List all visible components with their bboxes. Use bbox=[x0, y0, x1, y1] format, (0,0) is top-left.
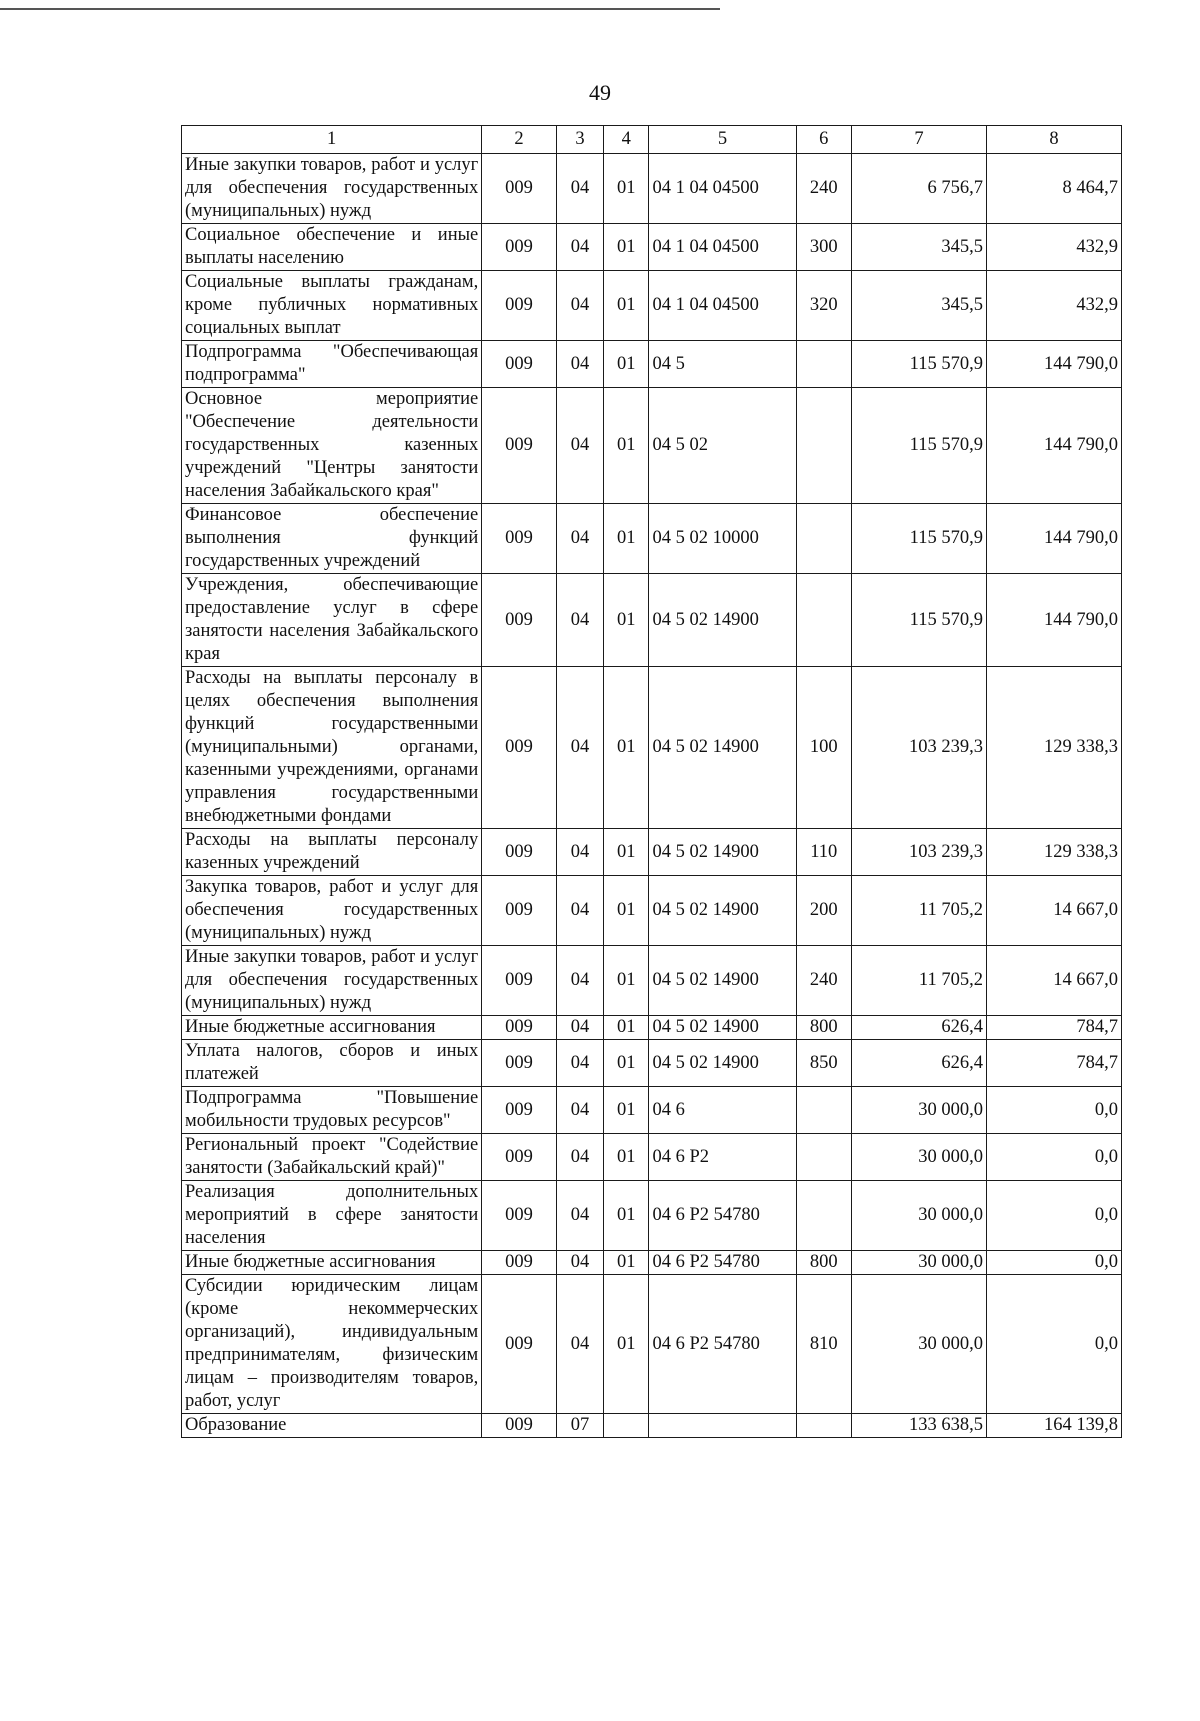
expense-type-cell: 200 bbox=[796, 876, 851, 946]
section-code-cell: 04 bbox=[556, 1251, 603, 1275]
amount-year2-cell: 144 790,0 bbox=[986, 388, 1121, 504]
amount-year2-cell: 432,9 bbox=[986, 224, 1121, 271]
subsection-code-cell: 01 bbox=[604, 271, 649, 341]
amount-year2-cell: 0,0 bbox=[986, 1275, 1121, 1414]
expense-name-cell: Иные бюджетные ассигнования bbox=[182, 1016, 482, 1040]
amount-year1-cell: 30 000,0 bbox=[851, 1251, 986, 1275]
ministry-code-cell: 009 bbox=[482, 1275, 557, 1414]
subsection-code-cell: 01 bbox=[604, 1134, 649, 1181]
header-cell: 8 bbox=[986, 126, 1121, 154]
header-cell: 4 bbox=[604, 126, 649, 154]
section-code-cell: 04 bbox=[556, 1181, 603, 1251]
expense-name-cell: Учреждения, обеспечивающие предоставление услуг в сфере занятости населения Забайкальского края bbox=[182, 574, 482, 667]
expense-name-cell: Образование bbox=[182, 1414, 482, 1438]
subsection-code-cell: 01 bbox=[604, 876, 649, 946]
expense-type-cell: 240 bbox=[796, 154, 851, 224]
target-article-cell: 04 6 P2 54780 bbox=[649, 1251, 796, 1275]
section-code-cell: 04 bbox=[556, 388, 603, 504]
expense-name-cell: Расходы на выплаты персоналу в целях обеспечения выполнения функций государственными (муниципальными) органами, казенными учреждениями, органами управления государственными внебюджетными фондами bbox=[182, 667, 482, 829]
table-row bbox=[182, 271, 1122, 341]
amount-year1-cell: 30 000,0 bbox=[851, 1275, 986, 1414]
amount-year2-cell: 144 790,0 bbox=[986, 341, 1121, 388]
section-code-cell: 04 bbox=[556, 1275, 603, 1414]
amount-year1-cell: 6 756,7 bbox=[851, 154, 986, 224]
amount-year1-cell: 626,4 bbox=[851, 1040, 986, 1087]
expense-type-cell bbox=[796, 1087, 851, 1134]
table-row bbox=[182, 154, 1122, 224]
ministry-code-cell: 009 bbox=[482, 1414, 557, 1438]
table-row bbox=[182, 1181, 1122, 1251]
section-code-cell: 04 bbox=[556, 504, 603, 574]
subsection-code-cell: 01 bbox=[604, 1251, 649, 1275]
amount-year1-cell: 30 000,0 bbox=[851, 1181, 986, 1251]
expense-name-cell: Иные закупки товаров, работ и услуг для обеспечения государственных (муниципальных) нужд bbox=[182, 946, 482, 1016]
expense-name-cell: Социальное обеспечение и иные выплаты населению bbox=[182, 224, 482, 271]
amount-year1-cell: 11 705,2 bbox=[851, 946, 986, 1016]
amount-year2-cell: 164 139,8 bbox=[986, 1414, 1121, 1438]
amount-year2-cell: 0,0 bbox=[986, 1134, 1121, 1181]
expense-type-cell: 850 bbox=[796, 1040, 851, 1087]
page-number: 49 bbox=[589, 80, 611, 105]
expense-name-cell: Финансовое обеспечение выполнения функций государственных учреждений bbox=[182, 504, 482, 574]
subsection-code-cell: 01 bbox=[604, 1016, 649, 1040]
ministry-code-cell: 009 bbox=[482, 388, 557, 504]
table-row bbox=[182, 946, 1122, 1016]
ministry-code-cell: 009 bbox=[482, 667, 557, 829]
expense-name-cell: Иные бюджетные ассигнования bbox=[182, 1251, 482, 1275]
expense-name-cell: Субсидии юридическим лицам (кроме некоммерческих организаций), индивидуальным предпринимателям, физическим лицам – производителям товаров, работ, услуг bbox=[182, 1275, 482, 1414]
amount-year2-cell: 14 667,0 bbox=[986, 946, 1121, 1016]
subsection-code-cell: 01 bbox=[604, 1275, 649, 1414]
amount-year1-cell: 103 239,3 bbox=[851, 667, 986, 829]
target-article-cell bbox=[649, 1414, 796, 1438]
expense-name-cell: Подпрограмма "Повышение мобильности трудовых ресурсов" bbox=[182, 1087, 482, 1134]
section-code-cell: 04 bbox=[556, 224, 603, 271]
ministry-code-cell: 009 bbox=[482, 341, 557, 388]
subsection-code-cell: 01 bbox=[604, 504, 649, 574]
budget-table bbox=[181, 125, 1122, 1438]
section-code-cell: 04 bbox=[556, 341, 603, 388]
section-code-cell: 04 bbox=[556, 154, 603, 224]
section-code-cell: 04 bbox=[556, 1134, 603, 1181]
expense-name-cell: Социальные выплаты гражданам, кроме публичных нормативных социальных выплат bbox=[182, 271, 482, 341]
amount-year1-cell: 11 705,2 bbox=[851, 876, 986, 946]
ministry-code-cell: 009 bbox=[482, 1087, 557, 1134]
subsection-code-cell: 01 bbox=[604, 1181, 649, 1251]
target-article-cell: 04 6 P2 54780 bbox=[649, 1275, 796, 1414]
table-row bbox=[182, 574, 1122, 667]
expense-type-cell: 100 bbox=[796, 667, 851, 829]
expense-name-cell: Подпрограмма "Обеспечивающая подпрограмма" bbox=[182, 341, 482, 388]
expense-name-cell: Уплата налогов, сборов и иных платежей bbox=[182, 1040, 482, 1087]
expense-type-cell: 810 bbox=[796, 1275, 851, 1414]
target-article-cell: 04 6 bbox=[649, 1087, 796, 1134]
target-article-cell: 04 5 02 14900 bbox=[649, 829, 796, 876]
subsection-code-cell: 01 bbox=[604, 946, 649, 1016]
subsection-code-cell: 01 bbox=[604, 574, 649, 667]
subsection-code-cell: 01 bbox=[604, 1087, 649, 1134]
table-row bbox=[182, 504, 1122, 574]
ministry-code-cell: 009 bbox=[482, 1251, 557, 1275]
amount-year2-cell: 0,0 bbox=[986, 1251, 1121, 1275]
table-row bbox=[182, 341, 1122, 388]
target-article-cell: 04 5 02 14900 bbox=[649, 1016, 796, 1040]
ministry-code-cell: 009 bbox=[482, 1040, 557, 1087]
target-article-cell: 04 1 04 04500 bbox=[649, 154, 796, 224]
expense-type-cell: 800 bbox=[796, 1016, 851, 1040]
table-row bbox=[182, 1414, 1122, 1438]
table-row bbox=[182, 1134, 1122, 1181]
section-code-cell: 04 bbox=[556, 574, 603, 667]
amount-year1-cell: 103 239,3 bbox=[851, 829, 986, 876]
amount-year1-cell: 345,5 bbox=[851, 224, 986, 271]
table-row bbox=[182, 1275, 1122, 1414]
amount-year1-cell: 30 000,0 bbox=[851, 1087, 986, 1134]
subsection-code-cell: 01 bbox=[604, 1040, 649, 1087]
ministry-code-cell: 009 bbox=[482, 876, 557, 946]
table-body bbox=[182, 154, 1122, 1438]
target-article-cell: 04 5 02 14900 bbox=[649, 574, 796, 667]
section-code-cell: 04 bbox=[556, 829, 603, 876]
target-article-cell: 04 5 02 14900 bbox=[649, 667, 796, 829]
subsection-code-cell: 01 bbox=[604, 341, 649, 388]
amount-year2-cell: 784,7 bbox=[986, 1016, 1121, 1040]
expense-type-cell bbox=[796, 388, 851, 504]
expense-name-cell: Расходы на выплаты персоналу казенных учреждений bbox=[182, 829, 482, 876]
amount-year2-cell: 0,0 bbox=[986, 1181, 1121, 1251]
subsection-code-cell: 01 bbox=[604, 154, 649, 224]
expense-type-cell bbox=[796, 504, 851, 574]
ministry-code-cell: 009 bbox=[482, 946, 557, 1016]
amount-year2-cell: 14 667,0 bbox=[986, 876, 1121, 946]
header-cell: 6 bbox=[796, 126, 851, 154]
header-cell: 5 bbox=[649, 126, 796, 154]
amount-year1-cell: 626,4 bbox=[851, 1016, 986, 1040]
target-article-cell: 04 1 04 04500 bbox=[649, 224, 796, 271]
header-cell: 1 bbox=[182, 126, 482, 154]
ministry-code-cell: 009 bbox=[482, 829, 557, 876]
amount-year1-cell: 133 638,5 bbox=[851, 1414, 986, 1438]
subsection-code-cell: 01 bbox=[604, 667, 649, 829]
section-code-cell: 04 bbox=[556, 1040, 603, 1087]
ministry-code-cell: 009 bbox=[482, 1016, 557, 1040]
ministry-code-cell: 009 bbox=[482, 271, 557, 341]
amount-year1-cell: 30 000,0 bbox=[851, 1134, 986, 1181]
expense-type-cell: 110 bbox=[796, 829, 851, 876]
section-code-cell: 04 bbox=[556, 271, 603, 341]
section-code-cell: 07 bbox=[556, 1414, 603, 1438]
expense-type-cell bbox=[796, 1134, 851, 1181]
amount-year2-cell: 8 464,7 bbox=[986, 154, 1121, 224]
section-code-cell: 04 bbox=[556, 876, 603, 946]
table-row bbox=[182, 876, 1122, 946]
expense-type-cell bbox=[796, 574, 851, 667]
ministry-code-cell: 009 bbox=[482, 504, 557, 574]
expense-name-cell: Иные закупки товаров, работ и услуг для обеспечения государственных (муниципальных) нужд bbox=[182, 154, 482, 224]
header-cell: 3 bbox=[556, 126, 603, 154]
target-article-cell: 04 5 02 14900 bbox=[649, 876, 796, 946]
expense-type-cell: 300 bbox=[796, 224, 851, 271]
expense-type-cell: 800 bbox=[796, 1251, 851, 1275]
table-row bbox=[182, 224, 1122, 271]
amount-year1-cell: 115 570,9 bbox=[851, 504, 986, 574]
amount-year2-cell: 432,9 bbox=[986, 271, 1121, 341]
header-row bbox=[182, 126, 1122, 154]
table-row bbox=[182, 829, 1122, 876]
target-article-cell: 04 5 02 14900 bbox=[649, 946, 796, 1016]
table-row bbox=[182, 1087, 1122, 1134]
amount-year2-cell: 129 338,3 bbox=[986, 829, 1121, 876]
expense-type-cell: 320 bbox=[796, 271, 851, 341]
ministry-code-cell: 009 bbox=[482, 1134, 557, 1181]
amount-year1-cell: 115 570,9 bbox=[851, 388, 986, 504]
table-row bbox=[182, 667, 1122, 829]
amount-year2-cell: 144 790,0 bbox=[986, 504, 1121, 574]
header-cell: 7 bbox=[851, 126, 986, 154]
amount-year1-cell: 115 570,9 bbox=[851, 574, 986, 667]
expense-type-cell bbox=[796, 341, 851, 388]
target-article-cell: 04 1 04 04500 bbox=[649, 271, 796, 341]
ministry-code-cell: 009 bbox=[482, 224, 557, 271]
section-code-cell: 04 bbox=[556, 1016, 603, 1040]
amount-year2-cell: 129 338,3 bbox=[986, 667, 1121, 829]
subsection-code-cell: 01 bbox=[604, 388, 649, 504]
expense-name-cell: Региональный проект "Содействие занятости (Забайкальский край)" bbox=[182, 1134, 482, 1181]
target-article-cell: 04 6 P2 bbox=[649, 1134, 796, 1181]
expense-type-cell: 240 bbox=[796, 946, 851, 1016]
expense-name-cell: Закупка товаров, работ и услуг для обеспечения государственных (муниципальных) нужд bbox=[182, 876, 482, 946]
table-row bbox=[182, 1251, 1122, 1275]
section-code-cell: 04 bbox=[556, 667, 603, 829]
target-article-cell: 04 5 02 bbox=[649, 388, 796, 504]
subsection-code-cell bbox=[604, 1414, 649, 1438]
table-row bbox=[182, 1016, 1122, 1040]
header-cell: 2 bbox=[482, 126, 557, 154]
amount-year2-cell: 0,0 bbox=[986, 1087, 1121, 1134]
amount-year1-cell: 345,5 bbox=[851, 271, 986, 341]
table-row bbox=[182, 1040, 1122, 1087]
expense-type-cell bbox=[796, 1414, 851, 1438]
target-article-cell: 04 5 bbox=[649, 341, 796, 388]
amount-year2-cell: 144 790,0 bbox=[986, 574, 1121, 667]
table-row bbox=[182, 388, 1122, 504]
expense-name-cell: Основное мероприятие "Обеспечение деятельности государственных казенных учреждений "Центры занятости населения Забайкальского края" bbox=[182, 388, 482, 504]
target-article-cell: 04 5 02 14900 bbox=[649, 1040, 796, 1087]
section-code-cell: 04 bbox=[556, 946, 603, 1016]
top-edge-rule bbox=[0, 8, 720, 10]
ministry-code-cell: 009 bbox=[482, 574, 557, 667]
amount-year2-cell: 784,7 bbox=[986, 1040, 1121, 1087]
section-code-cell: 04 bbox=[556, 1087, 603, 1134]
amount-year1-cell: 115 570,9 bbox=[851, 341, 986, 388]
expense-name-cell: Реализация дополнительных мероприятий в сфере занятости населения bbox=[182, 1181, 482, 1251]
target-article-cell: 04 6 P2 54780 bbox=[649, 1181, 796, 1251]
expense-type-cell bbox=[796, 1181, 851, 1251]
subsection-code-cell: 01 bbox=[604, 224, 649, 271]
target-article-cell: 04 5 02 10000 bbox=[649, 504, 796, 574]
ministry-code-cell: 009 bbox=[482, 1181, 557, 1251]
subsection-code-cell: 01 bbox=[604, 829, 649, 876]
ministry-code-cell: 009 bbox=[482, 154, 557, 224]
